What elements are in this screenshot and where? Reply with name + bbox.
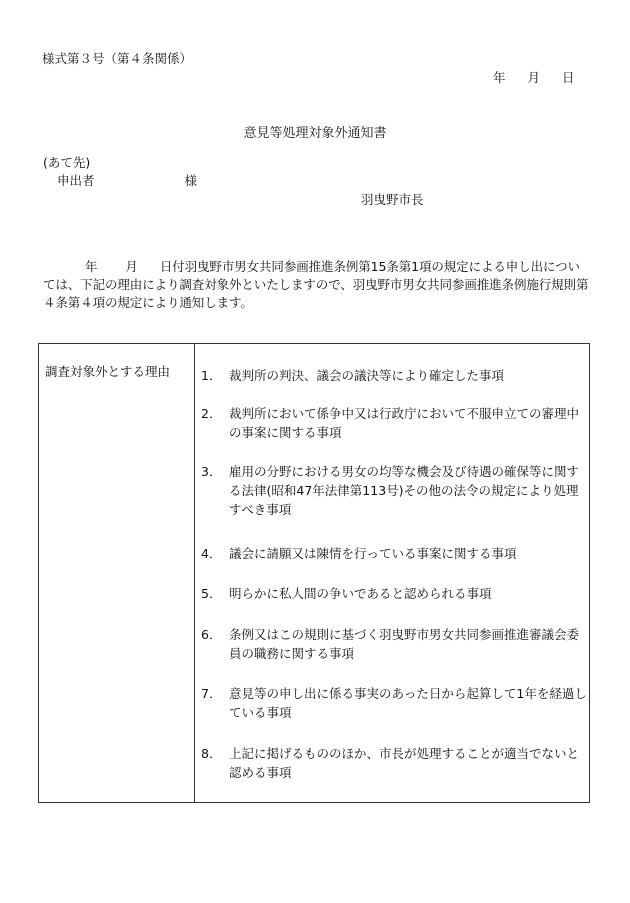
date-line xyxy=(493,68,575,86)
item-text: 条例又はこの規則に基づく羽曳野市男女共同参画推進審議会委員の職務に関する事項 xyxy=(229,627,580,661)
item-number: 3． xyxy=(201,464,222,479)
table-divider xyxy=(194,344,195,802)
date-month: 月 xyxy=(527,70,541,85)
item-number: 5． xyxy=(201,586,222,601)
reason-item-3 xyxy=(201,462,587,519)
form-number: 様式第３号（第４条関係） xyxy=(42,51,193,66)
intro-paragraph xyxy=(43,258,591,312)
reason-item-8 xyxy=(201,744,587,782)
intro-year: 年 xyxy=(85,259,98,274)
reason-item-7 xyxy=(201,684,587,722)
item-number: 7． xyxy=(201,686,222,701)
addressee-label: (あて先) xyxy=(43,155,91,170)
item-number: 6． xyxy=(201,627,222,642)
honorific: 様 xyxy=(184,173,198,188)
document-title: 意見等処理対象外通知書 xyxy=(243,126,387,141)
item-text: 上記に掲げるもののほか、市長が処理することが適当でないと認める事項 xyxy=(229,746,580,780)
intro-text: 日付羽曳野市男女共同参画推進条例第15条第1項の規定による申し出については、下記の理由により調査対象外といたしますので、羽曳野市男女共同参画推進条例施行規則第４条第４項の規定により通知します。 xyxy=(43,259,589,310)
applicant-line xyxy=(57,171,197,189)
item-text: 明らかに私人間の争いであると認められる事項 xyxy=(229,586,492,601)
reason-item-6 xyxy=(201,625,587,663)
item-number: 2． xyxy=(201,406,222,421)
date-day: 日 xyxy=(562,70,575,85)
reason-item-1 xyxy=(201,366,587,385)
item-text: 雇用の分野における男女の均等な機会及び待遇の確保等に関する法律(昭和47年法律第113号)その他の法令の規定により処理すべき事項 xyxy=(229,464,580,517)
reason-table xyxy=(38,343,590,803)
item-text: 意見等の申し出に係る事実のあった日から起算して1年を経過している事項 xyxy=(229,686,587,720)
applicant-label: 申出者 xyxy=(57,173,95,188)
date-year: 年 xyxy=(493,70,506,85)
item-number: 8． xyxy=(201,746,222,761)
sender-mayor: 羽曳野市長 xyxy=(361,192,424,207)
item-number: 1． xyxy=(201,368,222,383)
item-text: 議会に請願又は陳情を行っている事案に関する事項 xyxy=(229,546,517,561)
item-text: 裁判所において係争中又は行政庁において不服申立ての審理中の事案に関する事項 xyxy=(229,406,580,440)
item-number: 4． xyxy=(201,546,222,561)
intro-month: 月 xyxy=(125,259,138,274)
reason-label: 調査対象外とする理由 xyxy=(45,364,171,379)
reason-item-5 xyxy=(201,584,587,603)
reason-item-4 xyxy=(201,544,587,563)
item-text: 裁判所の判決、議会の議決等により確定した事項 xyxy=(229,368,505,383)
reason-item-2 xyxy=(201,404,587,442)
